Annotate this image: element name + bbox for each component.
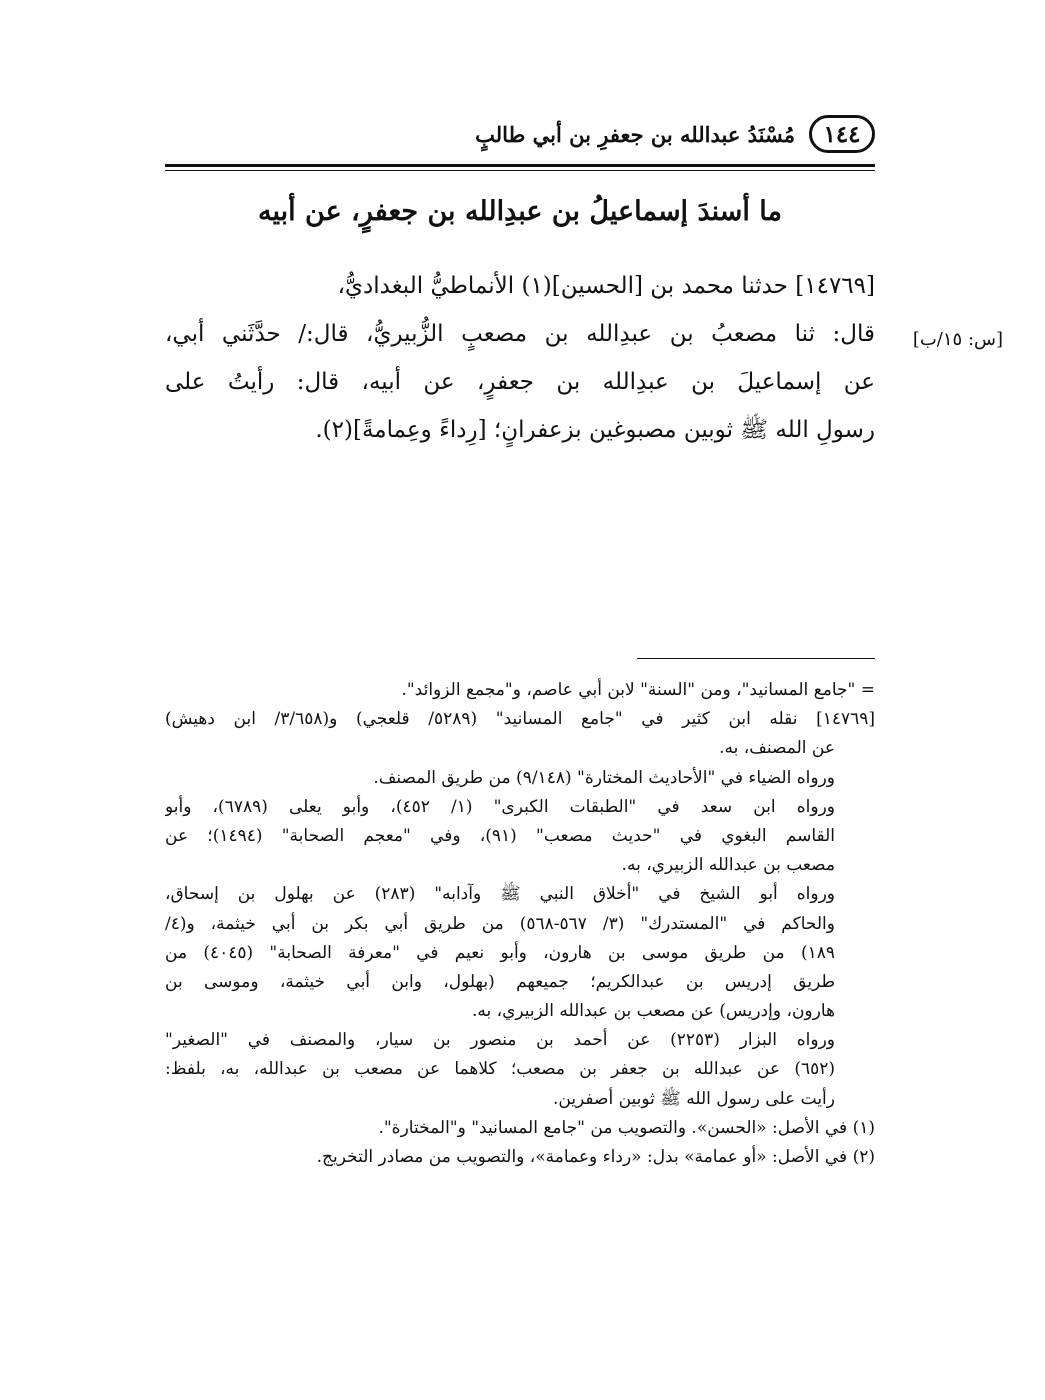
running-header xyxy=(165,112,875,156)
page-number: ١٤٤ xyxy=(823,120,861,148)
footnote-line: هارون، وإدريس) عن مصعب بن عبدالله الزبيري، به. xyxy=(471,1001,835,1022)
footnote-line: طريق إدريس بن عبدالكريم؛ جميعهم (بهلول، وابن أبي خيثمة، وموسى بن xyxy=(165,971,835,992)
footnote-line: مصعب بن عبدالله الزبيري، به. xyxy=(621,855,835,876)
footnote-line: ١٨٩) من طريق موسى بن هارون، وأبو نعيم في "معرفة الصحابة" (٤٠٤٥) من xyxy=(165,942,835,963)
header-rule-thin xyxy=(165,170,875,171)
footnote-line: رأيت على رسول الله ﷺ ثوبين أصفرين. xyxy=(552,1088,835,1109)
footnote-line: ورواه البزار (٢٢٥٣) عن أحمد بن منصور بن سيار، والمصنف في "الصغير" xyxy=(165,1030,836,1051)
hadith-line: [١٤٧٦٩] حدثنا محمد بن [الحسين](١) الأنماطيُّ البغداديُّ، xyxy=(337,273,875,299)
footnote-line: ورواه الضياء في "الأحاديث المختارة" (٩/١٤٨) من طريق المصنف. xyxy=(373,767,835,788)
hadith-text xyxy=(165,262,875,454)
footnote-line: ورواه ابن سعد في "الطبقات الكبرى" (١/ ٤٥٢)، وأبو يعلى (٦٧٨٩)، وأبو xyxy=(165,796,835,817)
footnote-line: ورواه أبو الشيخ في "أخلاق النبي ﷺ وآدابه" (٢٨٣) عن بهلول بن إسحاق، xyxy=(165,884,835,905)
footnote-separator xyxy=(637,658,875,659)
footnote-line: القاسم البغوي في "حديث مصعب" (٩١)، وفي "معجم الصحابة" (١٤٩٤)؛ عن xyxy=(165,825,836,846)
footnote-line: (٦٥٢) عن عبدالله بن جعفر بن مصعب؛ كلاهما عن مصعب بن عبدالله، به، بلفظ: xyxy=(165,1059,835,1080)
hadith-line: عن إسماعيلَ بن عبدِالله بن جعفرٍ، عن أبيه، قال: رأيتُ على xyxy=(165,369,875,395)
hadith-line: رسولِ الله ﷺ ثوبين مصبوغين بزعفرانٍ؛ [رِداءً وعِمامةً](٢). xyxy=(315,417,875,443)
chapter-title: ما أسندَ إسماعيلُ بن عبدِالله بن جعفرٍ، عن أبيه xyxy=(258,196,782,227)
footnote-line: عن المصنف، به. xyxy=(719,738,835,759)
hadith-line: قال: ثنا مصعبُ بن عبدِالله بن مصعبٍ الزُّبيريُّ، قال:/ حدَّثَني أبي، xyxy=(165,321,875,347)
footnote-line: والحاكم في "المستدرك" (٣/ ٥٦٧-٥٦٨) من طريق أبي بكر بن أبي خيثمة، و(٤/ xyxy=(165,913,835,934)
footnotes xyxy=(165,676,875,1172)
footnote-line: = "جامع المسانيد"، ومن "السنة" لابن أبي عاصم، و"مجمع الزوائد". xyxy=(401,680,875,700)
footnote-line: [١٤٧٦٩] نقله ابن كثير في "جامع المسانيد" (٥٢٨٩/ قلعجي) و(٣/٦٥٨/ ابن دهيش) xyxy=(165,709,875,730)
footnote-1: (١) في الأصل: «الحسن». والتصويب من "جامع المسانيد" و"المختارة". xyxy=(378,1117,875,1138)
footnote-2: (٢) في الأصل: «أو عمامة» بدل: «رداء وعمامة»، والتصويب من مصادر التخريج. xyxy=(316,1147,875,1167)
page-number-badge xyxy=(809,115,875,153)
manuscript-margin-reference: [س: ١٥/ب] xyxy=(912,329,1003,350)
header-rule-thick xyxy=(165,164,875,167)
running-header-title: مُسْنَدُ عبدالله بن جعفرِ بن أبي طالبٍ xyxy=(475,121,795,147)
